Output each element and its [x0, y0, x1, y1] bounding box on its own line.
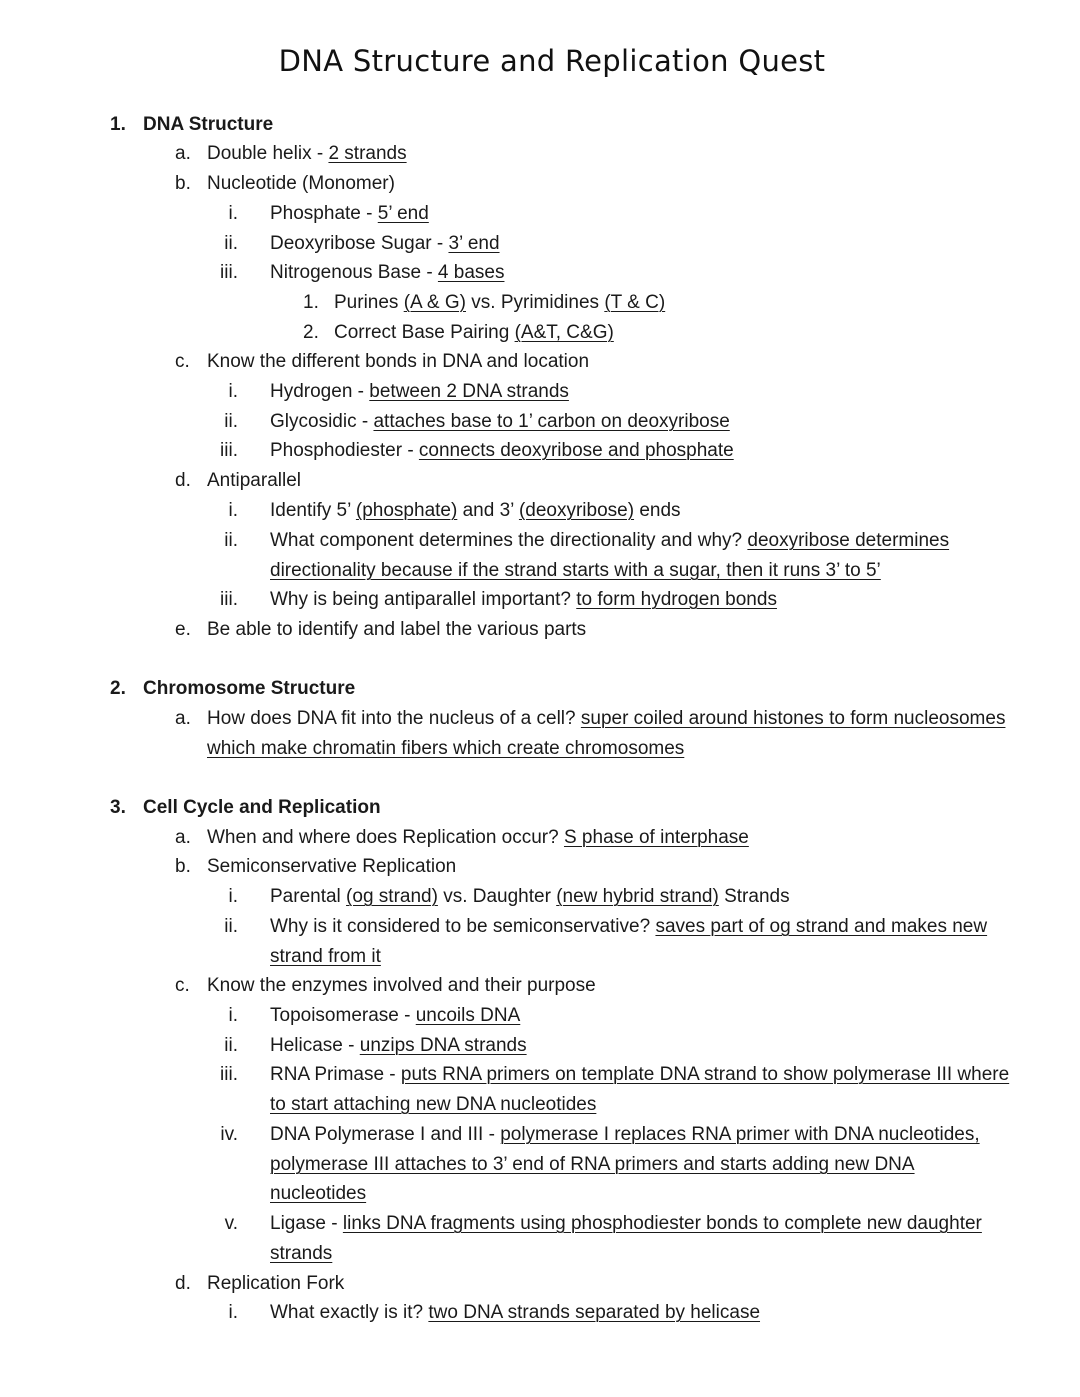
- s1-b-label: Nucleotide (Monomer): [207, 173, 395, 194]
- ligase-label: Ligase -: [270, 1213, 343, 1234]
- purines-label: Purines: [334, 292, 404, 313]
- identify-3-label: and 3’: [457, 500, 519, 521]
- s3-a-item: [207, 825, 749, 851]
- s1-b-iii-answer: 4 bases: [437, 262, 505, 283]
- polymerase-answer-line1: polymerase I replaces RNA primer with DNA nucleotides,: [500, 1124, 980, 1145]
- s1-d-marker: d.: [175, 470, 191, 491]
- s1-c-iii-answer: connects deoxyribose and phosphate: [418, 440, 734, 461]
- s3-b-ii-item: [270, 914, 987, 940]
- s3-c-iii-marker: iii.: [220, 1064, 238, 1085]
- topoisomerase-label: Topoisomerase -: [270, 1005, 416, 1026]
- s3-b-ii-continuation: [270, 944, 381, 970]
- s3-c-iii-item: [270, 1062, 1009, 1088]
- s3-b-ii-answer-line1: saves part of og strand and makes new: [655, 916, 988, 937]
- s1-d-iii-answer: to form hydrogen bonds: [576, 589, 777, 610]
- s1-e-item: [207, 617, 586, 643]
- s1-e-marker: e.: [175, 619, 191, 640]
- s1-b-iii-item: [270, 260, 504, 286]
- s1-c-marker: c.: [175, 351, 190, 372]
- s3-b-i-item: [270, 884, 790, 910]
- s3-d-i-marker: i.: [228, 1302, 238, 1323]
- s1-a-answer: 2 strands: [328, 143, 407, 164]
- identify-5-answer: (phosphate): [355, 500, 458, 521]
- s1-c-i-answer: between 2 DNA strands: [369, 381, 569, 402]
- s3-b-marker: b.: [175, 856, 191, 877]
- s3-b-i-marker: i.: [228, 886, 238, 907]
- s1-b-marker: b.: [175, 173, 191, 194]
- base-pairing-answer: (A&T, C&G): [514, 322, 614, 343]
- section-3-number: 3.: [110, 797, 126, 818]
- primase-answer-line1: puts RNA primers on template DNA strand to show polymerase III where: [400, 1064, 1010, 1085]
- s3-c-v-item: [270, 1211, 982, 1237]
- s1-b-iii-1-marker: 1.: [303, 292, 319, 313]
- section-3-heading: Cell Cycle and Replication: [143, 797, 381, 818]
- s1-b-i-label: Phosphate -: [270, 203, 378, 224]
- s1-b-item: [207, 171, 395, 197]
- s1-b-iii-2-marker: 2.: [303, 322, 319, 343]
- s1-c-ii-answer: attaches base to 1’ carbon on deoxyribose: [373, 411, 730, 432]
- topoisomerase-answer: uncoils DNA: [415, 1005, 521, 1026]
- s1-c-iii-marker: iii.: [220, 440, 238, 461]
- parental-answer: (og strand): [346, 886, 438, 907]
- s1-d-ii-continuation: [270, 558, 881, 584]
- s1-d-ii-label: What component determines the directionality and why?: [270, 530, 748, 551]
- s1-a-label: Double helix -: [207, 143, 329, 164]
- polymerase-answer-line2: polymerase III attaches to 3’ end of RNA primers and starts adding new DNA: [270, 1154, 915, 1175]
- daughter-answer: (new hybrid strand): [556, 886, 719, 907]
- s3-d-item: [207, 1271, 344, 1297]
- section-1-heading: DNA Structure: [143, 114, 274, 135]
- s3-c-v-marker: v.: [224, 1213, 238, 1234]
- s1-b-i-item: [270, 201, 429, 227]
- strands-label: Strands: [718, 886, 790, 907]
- s1-c-i-marker: i.: [228, 381, 238, 402]
- ligase-answer-line2: strands: [270, 1243, 333, 1264]
- s1-d-i-marker: i.: [228, 500, 238, 521]
- s1-c-item: [207, 349, 589, 375]
- polymerase-label: DNA Polymerase I and III -: [270, 1124, 501, 1145]
- s1-e-label: Be able to identify and label the various parts: [207, 619, 587, 640]
- s3-d-label: Replication Fork: [207, 1273, 345, 1294]
- s2-a-item: [207, 706, 1005, 732]
- s1-b-iii-label: Nitrogenous Base -: [270, 262, 438, 283]
- parental-label: Parental: [270, 886, 347, 907]
- s2-a-continuation: [207, 736, 684, 762]
- s1-d-ii-marker: ii.: [224, 530, 238, 551]
- polymerase-answer-line3: nucleotides: [270, 1183, 367, 1204]
- s1-c-iii-label: Phosphodiester -: [270, 440, 419, 461]
- s3-d-i-answer: two DNA strands separated by helicase: [428, 1302, 761, 1323]
- s2-a-answer-line2: which make chromatin fibers which create chromosomes: [207, 738, 685, 759]
- s3-b-label: Semiconservative Replication: [207, 856, 457, 877]
- s2-a-answer-line1: super coiled around histones to form nucleosomes: [580, 708, 1006, 729]
- s1-d-i-item: [270, 498, 681, 524]
- s3-c-label: Know the enzymes involved and their purpose: [207, 975, 596, 996]
- helicase-label: Helicase -: [270, 1035, 360, 1056]
- ligase-answer-line1: links DNA fragments using phosphodiester bonds to complete new daughter: [342, 1213, 982, 1234]
- pyrimidines-answer: (T & C): [604, 292, 666, 313]
- s3-b-ii-marker: ii.: [224, 916, 238, 937]
- identify-5-label: Identify 5’: [270, 500, 356, 521]
- s3-c-i-marker: i.: [228, 1005, 238, 1026]
- s1-d-iii-label: Why is being antiparallel important?: [270, 589, 577, 610]
- s3-c-iv-item: [270, 1122, 980, 1148]
- s1-b-ii-answer: 3’ end: [448, 233, 500, 254]
- s1-b-ii-marker: ii.: [224, 233, 238, 254]
- primase-label: RNA Primase -: [270, 1064, 401, 1085]
- s3-c-i-item: [270, 1003, 520, 1029]
- s3-c-iv-continuation-1: [270, 1152, 915, 1178]
- s3-c-iv-continuation-2: [270, 1181, 366, 1207]
- s3-a-answer: S phase of interphase: [563, 827, 749, 848]
- section-1-number: 1.: [110, 114, 126, 135]
- s3-b-item: [207, 854, 456, 880]
- page-title: DNA Structure and Replication Quest: [278, 44, 826, 78]
- section-2-heading: Chromosome Structure: [143, 678, 356, 699]
- s1-b-iii-marker: iii.: [220, 262, 238, 283]
- s1-b-i-answer: 5’ end: [377, 203, 429, 224]
- s1-d-ii-answer-line2: directionality because if the strand starts with a sugar, then it runs 3’ to 5’: [270, 560, 881, 581]
- s3-c-iv-marker: iv.: [220, 1124, 238, 1145]
- s1-a-item: [207, 141, 407, 167]
- s1-b-iii-2-item: [334, 320, 614, 346]
- s3-c-item: [207, 973, 596, 999]
- s1-b-i-marker: i.: [228, 203, 238, 224]
- s1-d-iii-marker: iii.: [220, 589, 238, 610]
- s1-c-ii-label: Glycosidic -: [270, 411, 374, 432]
- s1-d-label: Antiparallel: [207, 470, 301, 491]
- s1-d-iii-item: [270, 587, 777, 613]
- s1-c-i-item: [270, 379, 569, 405]
- helicase-answer: unzips DNA strands: [359, 1035, 527, 1056]
- s1-c-label: Know the different bonds in DNA and location: [207, 351, 590, 372]
- identify-3-answer: (deoxyribose): [518, 500, 635, 521]
- s1-d-item: [207, 468, 301, 494]
- s1-c-ii-item: [270, 409, 730, 435]
- s1-d-ii-item: [270, 528, 949, 554]
- s1-c-iii-item: [270, 438, 734, 464]
- s3-c-ii-item: [270, 1033, 527, 1059]
- pyrimidines-label: vs. Pyrimidines: [466, 292, 605, 313]
- s3-b-ii-answer-line2: strand from it: [270, 946, 381, 967]
- s3-d-marker: d.: [175, 1273, 191, 1294]
- s2-a-label: How does DNA fit into the nucleus of a cell?: [207, 708, 581, 729]
- purines-answer: (A & G): [403, 292, 466, 313]
- s1-b-iii-1-item: [334, 290, 665, 316]
- s2-a-marker: a.: [175, 708, 191, 729]
- s1-b-ii-label: Deoxyribose Sugar -: [270, 233, 449, 254]
- s1-b-ii-item: [270, 231, 500, 257]
- s3-c-marker: c.: [175, 975, 190, 996]
- s1-c-i-label: Hydrogen -: [270, 381, 370, 402]
- s3-b-ii-label: Why is it considered to be semiconservative?: [270, 916, 656, 937]
- base-pairing-label: Correct Base Pairing: [334, 322, 515, 343]
- s3-a-label: When and where does Replication occur?: [207, 827, 564, 848]
- s3-c-v-continuation: [270, 1241, 332, 1267]
- identify-ends-label: ends: [634, 500, 681, 521]
- s3-d-i-item: [270, 1300, 760, 1326]
- s3-c-iii-continuation: [270, 1092, 596, 1118]
- s1-d-ii-answer-line1: deoxyribose determines: [747, 530, 950, 551]
- section-2-number: 2.: [110, 678, 126, 699]
- daughter-label: vs. Daughter: [437, 886, 557, 907]
- s1-a-marker: a.: [175, 143, 191, 164]
- s3-c-ii-marker: ii.: [224, 1035, 238, 1056]
- s3-a-marker: a.: [175, 827, 191, 848]
- primase-answer-line2: to start attaching new DNA nucleotides: [270, 1094, 597, 1115]
- s1-c-ii-marker: ii.: [224, 411, 238, 432]
- s3-d-i-label: What exactly is it?: [270, 1302, 429, 1323]
